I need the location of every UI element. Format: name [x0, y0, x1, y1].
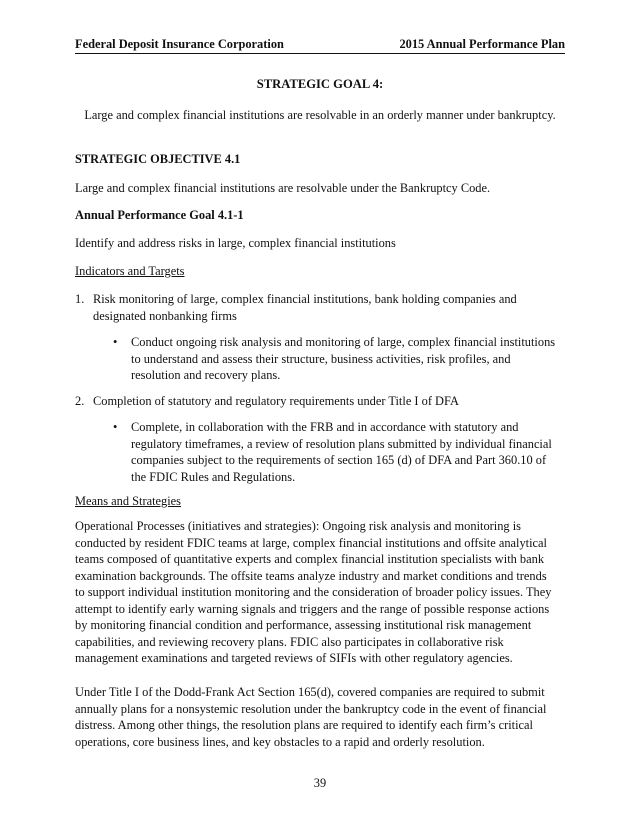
text-line: designated nonbanking firms [93, 308, 237, 323]
text-line: attempt to identify early warning signals and triggers and the range of possible response actions [75, 601, 550, 616]
text-line: Conduct ongoing risk analysis and monitoring of large, complex financial institutions [131, 335, 556, 349]
text-line: by monitoring financial condition and performance, assessing institutional risk management [75, 618, 532, 632]
text-line: regulatory timeframes, a review of resolution plans submitted by individual financial [131, 436, 552, 451]
dodd-frank-paragraph [75, 684, 567, 750]
page-header [75, 37, 565, 54]
indicator-number: 2. [75, 394, 85, 408]
strategic-objective-description: Large and complex financial institutions are resolvable under the Bankruptcy Code. [75, 181, 491, 195]
bullet-text [131, 419, 571, 485]
strategic-goal-title: STRATEGIC GOAL 4: [256, 77, 384, 91]
means-strategies-heading: Means and Strategies [75, 494, 181, 508]
text-line: annually plans for a nonsystemic resolution under the bankruptcy code in the event of financial [75, 701, 547, 716]
operational-processes-paragraph [75, 518, 567, 667]
text-line: conducted by resident FDIC teams at large, complex financial institutions and offsite analytical [75, 535, 547, 550]
text-line: Completion of statutory and regulatory requirements under Title I of DFA [93, 394, 459, 408]
page-number: 39 [313, 776, 327, 790]
performance-goal-description: Identify and address risks in large, complex financial institutions [75, 236, 396, 250]
header-organization: Federal Deposit Insurance Corporation [75, 37, 284, 51]
strategic-goal-description: Large and complex financial institutions are resolvable in an orderly manner under bankruptcy. [84, 108, 556, 122]
bullet-marker: • [113, 335, 118, 349]
text-line: to understand and assess their structure, business activities, risk profiles, and [131, 351, 511, 366]
text-line: capabilities, and reviewing recovery plans. FDIC also participates in collaborative risk [75, 634, 504, 649]
bullet-text [131, 334, 571, 384]
text-line: resolution and recovery plans. [131, 368, 281, 382]
text-line: Under Title I of the Dodd-Frank Act Section 165(d), covered companies are required to submit [75, 685, 545, 699]
indicators-heading: Indicators and Targets [75, 264, 185, 278]
text-line: teams composed of quantitative experts and complex financial institution specialists with bank [75, 552, 545, 566]
text-line: distress. Among other things, the resolution plans are required to identify each firm’s critical [75, 718, 533, 732]
indicator-item-1 [75, 291, 565, 325]
indicator-bullet-2 [113, 419, 568, 485]
strategic-objective-title: STRATEGIC OBJECTIVE 4.1 [75, 152, 241, 166]
text-line: Operational Processes (initiatives and strategies): Ongoing risk analysis and monitoring is [75, 519, 521, 533]
text-line: companies subject to the requirements of section 165 (d) of DFA and Part 360.10 of [131, 453, 547, 467]
indicator-bullet-1 [113, 334, 568, 384]
indicator-item-2 [75, 393, 565, 410]
indicator-text [93, 291, 563, 324]
text-line: to support individual institution monitoring and the consideration of broader policy issues. They [75, 585, 552, 599]
text-line: operations, core business lines, and key obstacles to a rapid and orderly resolution. [75, 734, 485, 749]
text-line: examination backgrounds. The offsite teams analyze industry and market conditions and trends [75, 568, 547, 583]
text-line: Complete, in collaboration with the FRB and in accordance with statutory and [131, 420, 519, 434]
bullet-marker: • [113, 420, 118, 434]
performance-goal-title: Annual Performance Goal 4.1-1 [75, 208, 244, 222]
text-line: management examinations and targeted reviews of SIFIs with other regulatory agencies. [75, 651, 513, 665]
text-line: Risk monitoring of large, complex financial institutions, bank holding companies and [93, 292, 517, 306]
text-line: the FDIC Rules and Regulations. [131, 469, 296, 484]
indicator-number: 1. [75, 292, 85, 306]
header-plan-title: 2015 Annual Performance Plan [399, 37, 565, 51]
indicator-text [93, 393, 563, 410]
